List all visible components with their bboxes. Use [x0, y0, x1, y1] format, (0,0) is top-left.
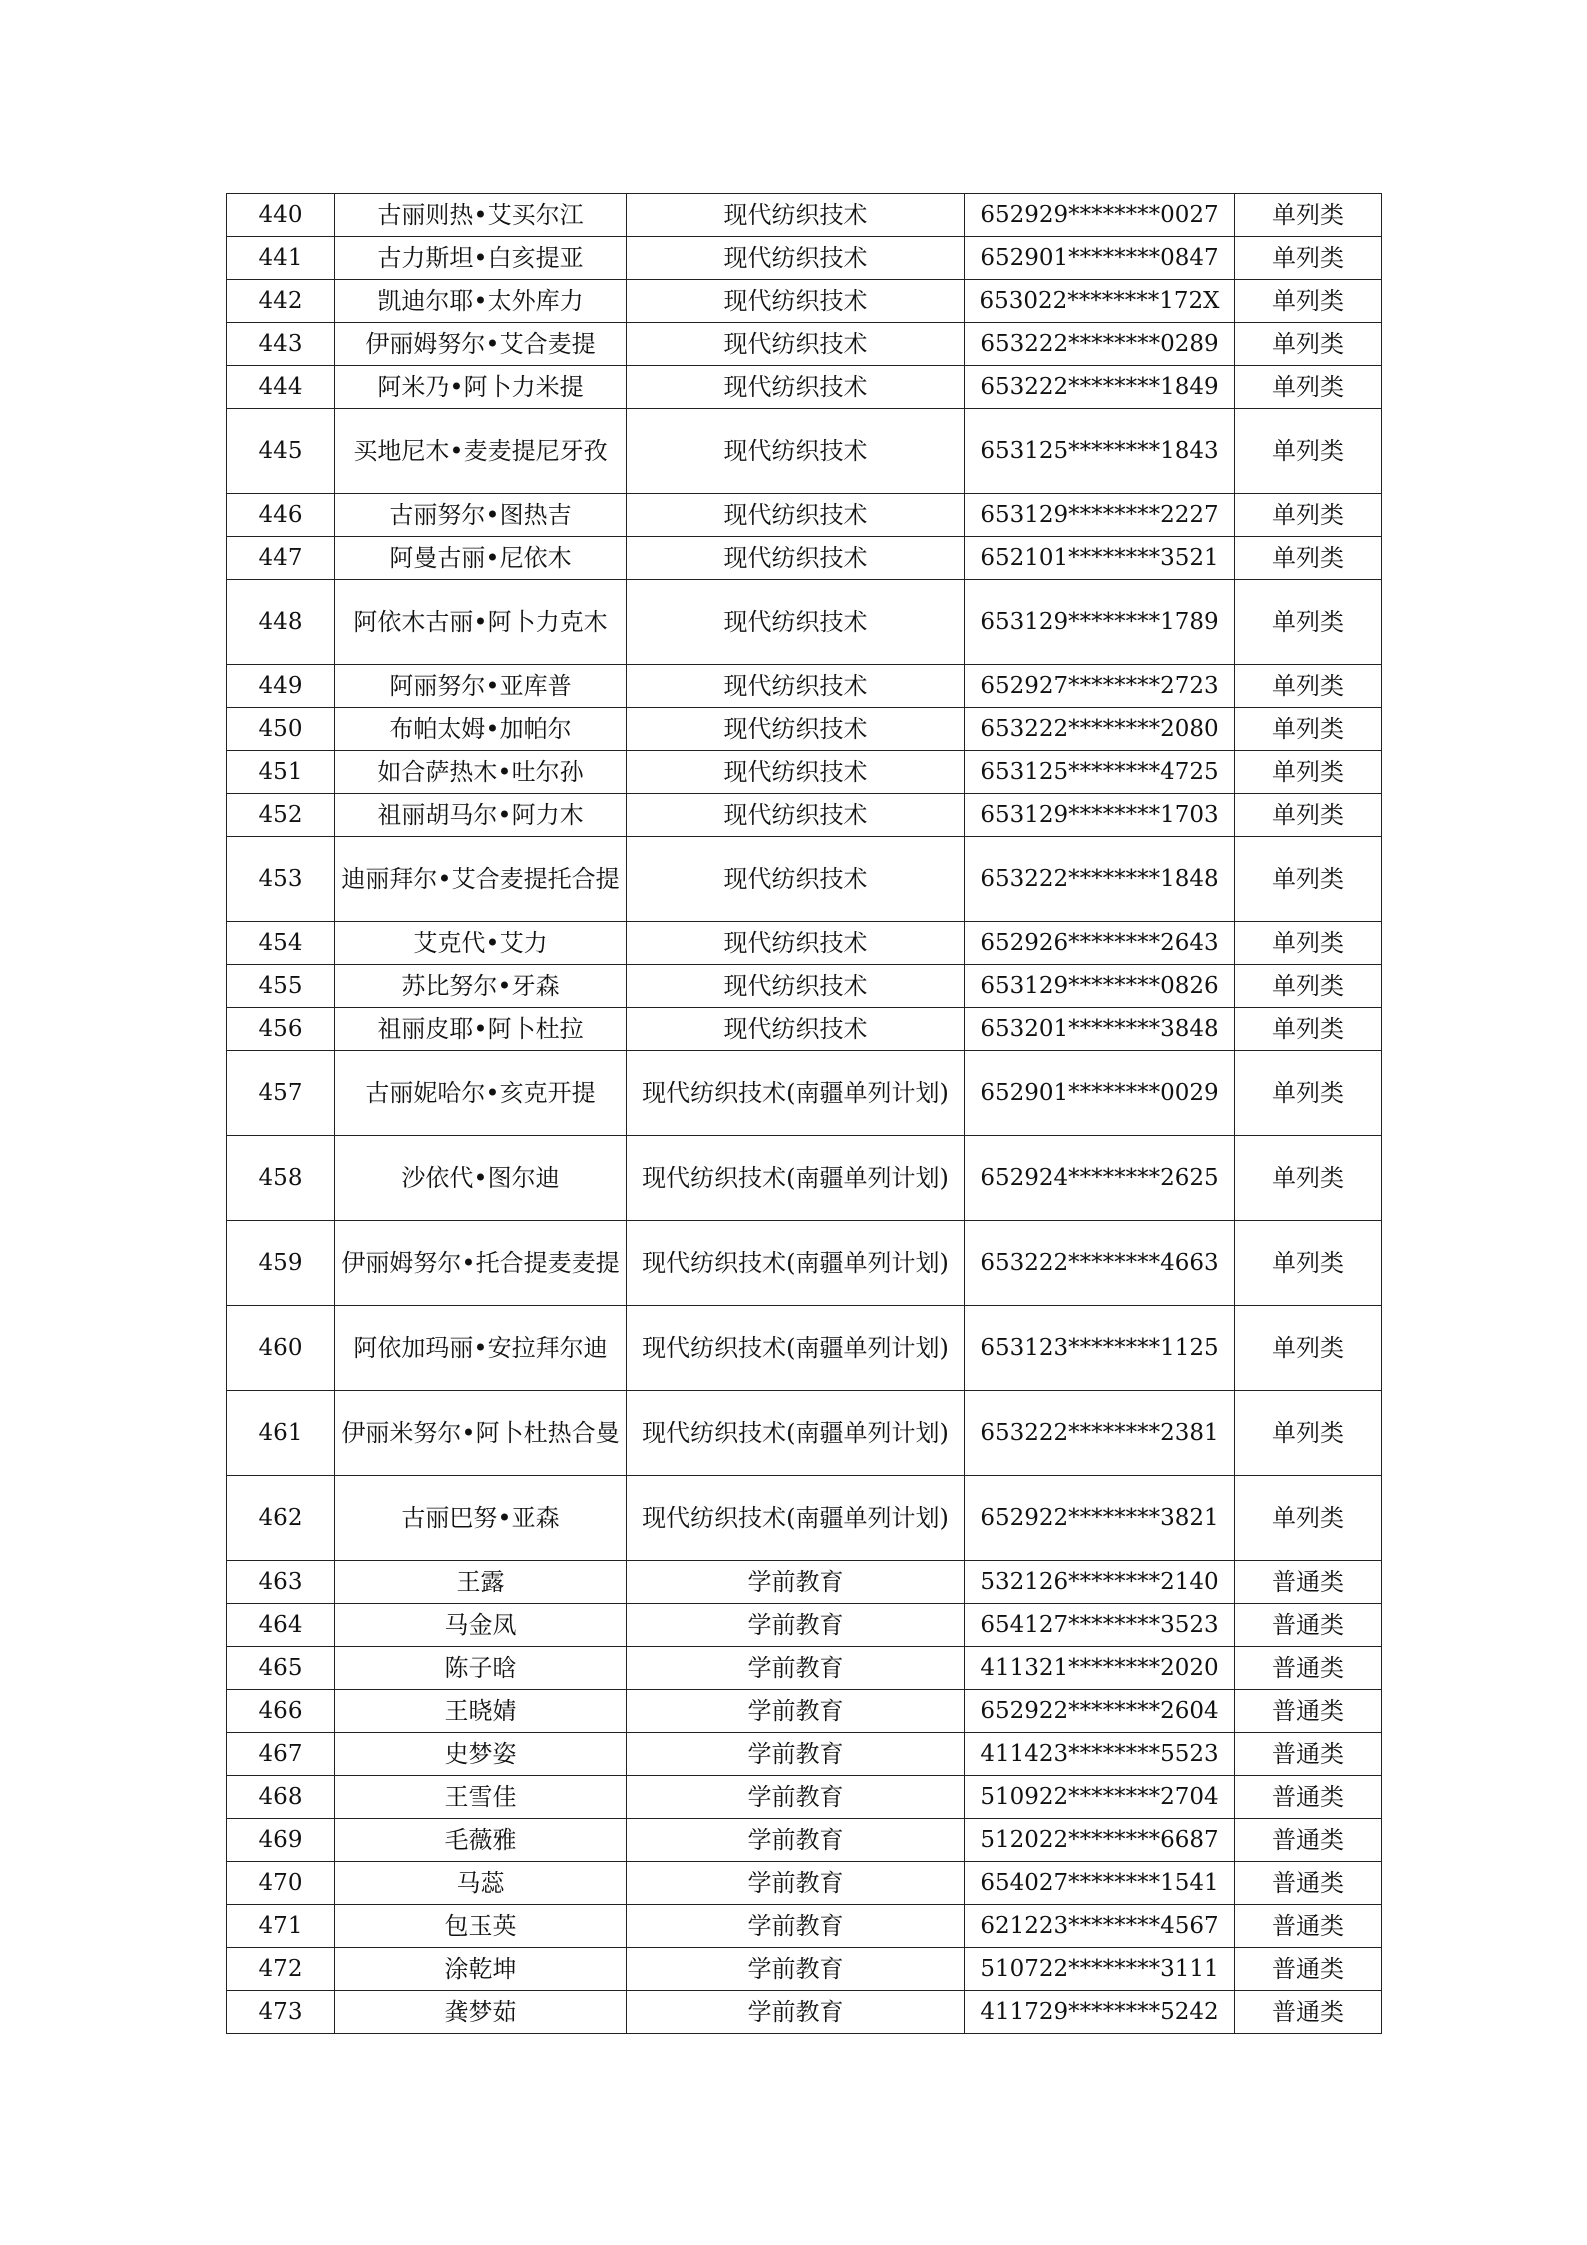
major-cell: 学前教育	[627, 1819, 965, 1862]
student-name-cell: 布帕太姆•加帕尔	[335, 708, 627, 751]
table-row	[227, 1948, 1382, 1991]
row-number-cell: 459	[227, 1221, 335, 1306]
major-cell: 现代纺织技术(南疆单列计划)	[627, 1391, 965, 1476]
student-name-cell: 古力斯坦•白亥提亚	[335, 237, 627, 280]
student-name-cell: 祖丽胡马尔•阿力木	[335, 794, 627, 837]
row-number-cell: 456	[227, 1008, 335, 1051]
id-number-cell: 653125********1843	[965, 409, 1235, 494]
table-row	[227, 1306, 1382, 1391]
table-row	[227, 366, 1382, 409]
table-row	[227, 794, 1382, 837]
student-name-cell: 马金凤	[335, 1604, 627, 1647]
student-name-cell: 如合萨热木•吐尔孙	[335, 751, 627, 794]
student-name-cell: 祖丽皮耶•阿卜杜拉	[335, 1008, 627, 1051]
category-cell: 普通类	[1235, 1647, 1382, 1690]
id-number-cell: 411729********5242	[965, 1991, 1235, 2034]
id-number-cell: 652901********0847	[965, 237, 1235, 280]
table-row	[227, 751, 1382, 794]
id-number-cell: 652926********2643	[965, 922, 1235, 965]
major-cell: 现代纺织技术	[627, 237, 965, 280]
id-number-cell: 653222********1849	[965, 366, 1235, 409]
major-cell: 现代纺织技术	[627, 708, 965, 751]
id-number-cell: 652101********3521	[965, 537, 1235, 580]
row-number-cell: 473	[227, 1991, 335, 2034]
student-name-cell: 伊丽姆努尔•托合提麦麦提	[335, 1221, 627, 1306]
row-number-cell: 443	[227, 323, 335, 366]
id-number-cell: 652922********3821	[965, 1476, 1235, 1561]
id-number-cell: 512022********6687	[965, 1819, 1235, 1862]
major-cell: 学前教育	[627, 1991, 965, 2034]
category-cell: 单列类	[1235, 1476, 1382, 1561]
id-number-cell: 652927********2723	[965, 665, 1235, 708]
id-number-cell: 510922********2704	[965, 1776, 1235, 1819]
table-row	[227, 194, 1382, 237]
category-cell: 普通类	[1235, 1948, 1382, 1991]
row-number-cell: 455	[227, 965, 335, 1008]
row-number-cell: 467	[227, 1733, 335, 1776]
student-name-cell: 伊丽姆努尔•艾合麦提	[335, 323, 627, 366]
student-name-cell: 买地尼木•麦麦提尼牙孜	[335, 409, 627, 494]
table-row	[227, 494, 1382, 537]
student-name-cell: 陈子晗	[335, 1647, 627, 1690]
category-cell: 单列类	[1235, 965, 1382, 1008]
student-name-cell: 王雪佳	[335, 1776, 627, 1819]
category-cell: 普通类	[1235, 1819, 1382, 1862]
id-number-cell: 654027********1541	[965, 1862, 1235, 1905]
row-number-cell: 450	[227, 708, 335, 751]
row-number-cell: 446	[227, 494, 335, 537]
category-cell: 普通类	[1235, 1604, 1382, 1647]
id-number-cell: 532126********2140	[965, 1561, 1235, 1604]
student-name-cell: 阿米乃•阿卜力米提	[335, 366, 627, 409]
table-row	[227, 537, 1382, 580]
category-cell: 单列类	[1235, 922, 1382, 965]
table-row	[227, 237, 1382, 280]
id-number-cell: 653222********2381	[965, 1391, 1235, 1476]
table-row	[227, 409, 1382, 494]
category-cell: 普通类	[1235, 1561, 1382, 1604]
category-cell: 单列类	[1235, 494, 1382, 537]
major-cell: 现代纺织技术	[627, 366, 965, 409]
student-name-cell: 阿依木古丽•阿卜力克木	[335, 580, 627, 665]
row-number-cell: 445	[227, 409, 335, 494]
row-number-cell: 457	[227, 1051, 335, 1136]
category-cell: 单列类	[1235, 409, 1382, 494]
student-name-cell: 史梦姿	[335, 1733, 627, 1776]
row-number-cell: 462	[227, 1476, 335, 1561]
row-number-cell: 458	[227, 1136, 335, 1221]
category-cell: 单列类	[1235, 665, 1382, 708]
row-number-cell: 447	[227, 537, 335, 580]
id-number-cell: 652922********2604	[965, 1690, 1235, 1733]
category-cell: 单列类	[1235, 1221, 1382, 1306]
major-cell: 现代纺织技术(南疆单列计划)	[627, 1476, 965, 1561]
major-cell: 学前教育	[627, 1604, 965, 1647]
id-number-cell: 652929********0027	[965, 194, 1235, 237]
major-cell: 学前教育	[627, 1948, 965, 1991]
category-cell: 普通类	[1235, 1991, 1382, 2034]
major-cell: 现代纺织技术	[627, 537, 965, 580]
major-cell: 现代纺织技术	[627, 922, 965, 965]
category-cell: 普通类	[1235, 1733, 1382, 1776]
student-name-cell: 包玉英	[335, 1905, 627, 1948]
student-name-cell: 苏比努尔•牙森	[335, 965, 627, 1008]
category-cell: 单列类	[1235, 323, 1382, 366]
row-number-cell: 471	[227, 1905, 335, 1948]
major-cell: 学前教育	[627, 1905, 965, 1948]
student-name-cell: 伊丽米努尔•阿卜杜热合曼	[335, 1391, 627, 1476]
id-number-cell: 653222********4663	[965, 1221, 1235, 1306]
major-cell: 现代纺织技术	[627, 409, 965, 494]
major-cell: 现代纺织技术(南疆单列计划)	[627, 1306, 965, 1391]
student-name-cell: 凯迪尔耶•太外库力	[335, 280, 627, 323]
category-cell: 单列类	[1235, 751, 1382, 794]
category-cell: 单列类	[1235, 1391, 1382, 1476]
table-row	[227, 1476, 1382, 1561]
student-name-cell: 阿曼古丽•尼依木	[335, 537, 627, 580]
category-cell: 普通类	[1235, 1905, 1382, 1948]
row-number-cell: 442	[227, 280, 335, 323]
row-number-cell: 469	[227, 1819, 335, 1862]
student-name-cell: 古丽努尔•图热吉	[335, 494, 627, 537]
category-cell: 普通类	[1235, 1862, 1382, 1905]
id-number-cell: 652901********0029	[965, 1051, 1235, 1136]
row-number-cell: 463	[227, 1561, 335, 1604]
row-number-cell: 452	[227, 794, 335, 837]
student-name-cell: 毛薇雅	[335, 1819, 627, 1862]
row-number-cell: 448	[227, 580, 335, 665]
id-number-cell: 654127********3523	[965, 1604, 1235, 1647]
major-cell: 学前教育	[627, 1561, 965, 1604]
table-row	[227, 280, 1382, 323]
major-cell: 学前教育	[627, 1690, 965, 1733]
row-number-cell: 451	[227, 751, 335, 794]
category-cell: 单列类	[1235, 1306, 1382, 1391]
id-number-cell: 653222********0289	[965, 323, 1235, 366]
table-row	[227, 1008, 1382, 1051]
major-cell: 现代纺织技术	[627, 794, 965, 837]
category-cell: 单列类	[1235, 1008, 1382, 1051]
major-cell: 现代纺织技术	[627, 580, 965, 665]
roster-table	[226, 193, 1382, 2034]
major-cell: 现代纺织技术	[627, 837, 965, 922]
major-cell: 现代纺织技术	[627, 194, 965, 237]
id-number-cell: 653129********2227	[965, 494, 1235, 537]
table-row	[227, 1819, 1382, 1862]
student-name-cell: 涂乾坤	[335, 1948, 627, 1991]
major-cell: 学前教育	[627, 1647, 965, 1690]
major-cell: 现代纺织技术	[627, 280, 965, 323]
major-cell: 现代纺织技术	[627, 1008, 965, 1051]
row-number-cell: 440	[227, 194, 335, 237]
id-number-cell: 653125********4725	[965, 751, 1235, 794]
category-cell: 单列类	[1235, 237, 1382, 280]
major-cell: 现代纺织技术	[627, 323, 965, 366]
student-name-cell: 马蕊	[335, 1862, 627, 1905]
table-row	[227, 1905, 1382, 1948]
table-row	[227, 1221, 1382, 1306]
major-cell: 现代纺织技术	[627, 494, 965, 537]
row-number-cell: 441	[227, 237, 335, 280]
id-number-cell: 653222********2080	[965, 708, 1235, 751]
id-number-cell: 653201********3848	[965, 1008, 1235, 1051]
id-number-cell: 653022********172X	[965, 280, 1235, 323]
table-row	[227, 1136, 1382, 1221]
category-cell: 单列类	[1235, 708, 1382, 751]
id-number-cell: 653222********1848	[965, 837, 1235, 922]
category-cell: 单列类	[1235, 837, 1382, 922]
id-number-cell: 411423********5523	[965, 1733, 1235, 1776]
student-name-cell: 龚梦茹	[335, 1991, 627, 2034]
student-name-cell: 阿丽努尔•亚库普	[335, 665, 627, 708]
category-cell: 单列类	[1235, 1051, 1382, 1136]
row-number-cell: 468	[227, 1776, 335, 1819]
major-cell: 现代纺织技术(南疆单列计划)	[627, 1136, 965, 1221]
table-row	[227, 708, 1382, 751]
row-number-cell: 444	[227, 366, 335, 409]
table-row	[227, 837, 1382, 922]
table-row	[227, 922, 1382, 965]
roster-body	[227, 194, 1382, 2034]
category-cell: 普通类	[1235, 1776, 1382, 1819]
row-number-cell: 449	[227, 665, 335, 708]
table-row	[227, 323, 1382, 366]
major-cell: 现代纺织技术	[627, 965, 965, 1008]
row-number-cell: 466	[227, 1690, 335, 1733]
row-number-cell: 472	[227, 1948, 335, 1991]
row-number-cell: 460	[227, 1306, 335, 1391]
student-name-cell: 阿依加玛丽•安拉拜尔迪	[335, 1306, 627, 1391]
major-cell: 学前教育	[627, 1862, 965, 1905]
student-name-cell: 古丽则热•艾买尔江	[335, 194, 627, 237]
student-name-cell: 迪丽拜尔•艾合麦提托合提	[335, 837, 627, 922]
id-number-cell: 653129********1703	[965, 794, 1235, 837]
table-row	[227, 1604, 1382, 1647]
row-number-cell: 465	[227, 1647, 335, 1690]
row-number-cell: 454	[227, 922, 335, 965]
row-number-cell: 470	[227, 1862, 335, 1905]
category-cell: 单列类	[1235, 537, 1382, 580]
student-name-cell: 古丽妮哈尔•亥克开提	[335, 1051, 627, 1136]
id-number-cell: 653123********1125	[965, 1306, 1235, 1391]
student-name-cell: 古丽巴努•亚森	[335, 1476, 627, 1561]
category-cell: 单列类	[1235, 366, 1382, 409]
major-cell: 现代纺织技术	[627, 665, 965, 708]
row-number-cell: 464	[227, 1604, 335, 1647]
table-row	[227, 1733, 1382, 1776]
id-number-cell: 411321********2020	[965, 1647, 1235, 1690]
id-number-cell: 653129********1789	[965, 580, 1235, 665]
table-row	[227, 965, 1382, 1008]
student-name-cell: 沙依代•图尔迪	[335, 1136, 627, 1221]
student-name-cell: 王晓婧	[335, 1690, 627, 1733]
table-row	[227, 1690, 1382, 1733]
major-cell: 学前教育	[627, 1776, 965, 1819]
category-cell: 单列类	[1235, 794, 1382, 837]
major-cell: 现代纺织技术(南疆单列计划)	[627, 1051, 965, 1136]
table-row	[227, 1647, 1382, 1690]
table-row	[227, 1051, 1382, 1136]
table-row	[227, 1391, 1382, 1476]
category-cell: 普通类	[1235, 1690, 1382, 1733]
category-cell: 单列类	[1235, 194, 1382, 237]
table-row	[227, 1991, 1382, 2034]
row-number-cell: 461	[227, 1391, 335, 1476]
table-row	[227, 665, 1382, 708]
student-name-cell: 艾克代•艾力	[335, 922, 627, 965]
major-cell: 学前教育	[627, 1733, 965, 1776]
category-cell: 单列类	[1235, 280, 1382, 323]
table-row	[227, 1561, 1382, 1604]
major-cell: 现代纺织技术	[627, 751, 965, 794]
category-cell: 单列类	[1235, 1136, 1382, 1221]
table-row	[227, 1776, 1382, 1819]
row-number-cell: 453	[227, 837, 335, 922]
id-number-cell: 652924********2625	[965, 1136, 1235, 1221]
table-row	[227, 580, 1382, 665]
major-cell: 现代纺织技术(南疆单列计划)	[627, 1221, 965, 1306]
id-number-cell: 653129********0826	[965, 965, 1235, 1008]
id-number-cell: 621223********4567	[965, 1905, 1235, 1948]
id-number-cell: 510722********3111	[965, 1948, 1235, 1991]
student-name-cell: 王露	[335, 1561, 627, 1604]
category-cell: 单列类	[1235, 580, 1382, 665]
table-row	[227, 1862, 1382, 1905]
